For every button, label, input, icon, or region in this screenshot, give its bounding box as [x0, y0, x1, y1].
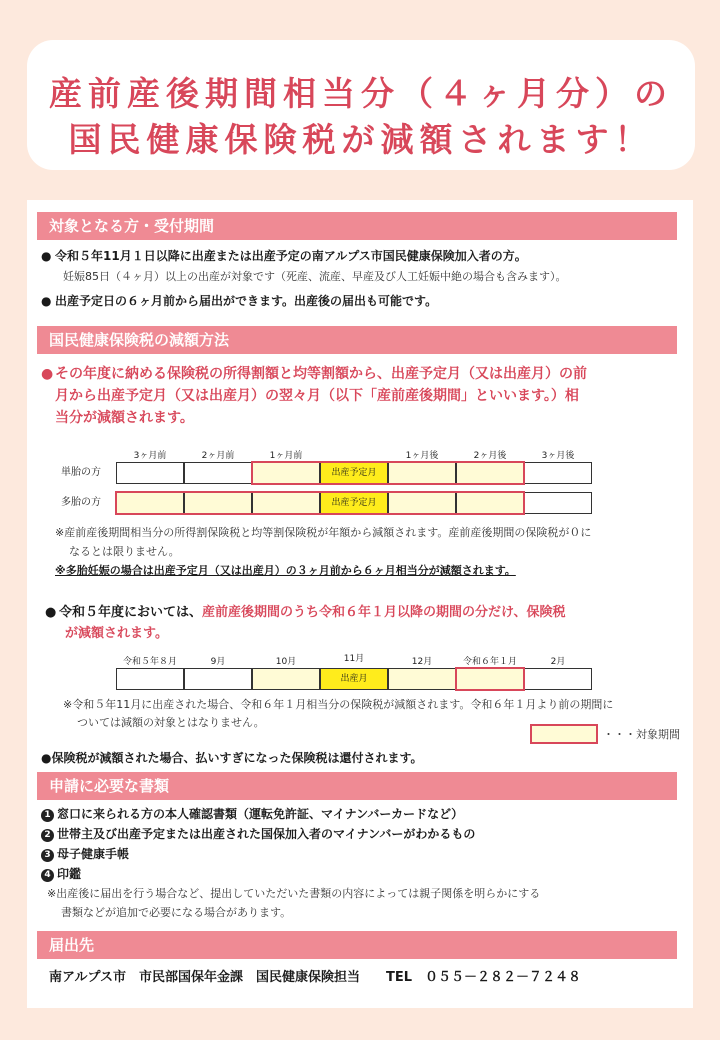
number-2-icon: 2 — [41, 829, 54, 842]
fiscal-year-line-2: が減額されます。 — [65, 626, 168, 641]
bullet-icon: ● — [41, 366, 54, 382]
row-label-single: 単胎の方 — [61, 467, 101, 478]
reduction-lead-line-3: 当分が減額されます。 — [55, 410, 194, 426]
document-item — [41, 826, 475, 842]
eligibility-bullet-1 — [41, 248, 527, 264]
number-4-icon: 4 — [41, 869, 54, 882]
target-period-frame — [251, 461, 525, 485]
note-3-line-1: ※令和５年11月に出産された場合、令和６年１月相当分の保険税が減額されます。令和６年１月より前の期間に — [63, 698, 614, 711]
row-label-multiple: 多胎の方 — [61, 497, 101, 508]
title-line-2: 国民健康保険税が減額されます！ — [68, 120, 654, 159]
document-item — [41, 806, 463, 822]
target-period-frame — [115, 491, 525, 515]
title-card — [27, 40, 695, 170]
eligibility-note: 妊娠85日（４ヶ月）以上の出産が対象です（死産、流産、早産及び人工妊娠中絶の場合も含みます）。 — [63, 270, 567, 283]
section-heading-submission: 届出先 — [37, 931, 677, 959]
fiscal-year-line-1 — [45, 604, 566, 622]
document-item-text: 母子健康手帳 — [57, 847, 130, 861]
legend-swatch — [530, 724, 598, 744]
month-header: 令和６年１月 — [462, 657, 517, 667]
month-header: 10月 — [275, 657, 297, 667]
refund-note: ●保険税が減額された場合、払いすぎになった保険税は還付されます。 — [41, 751, 423, 765]
bullet-icon: ● — [41, 294, 52, 308]
timeline-header: 3ヶ月前 — [133, 451, 167, 461]
timeline-cell — [116, 462, 184, 484]
due-month-label: 出産予定月 — [331, 468, 377, 478]
month-cell — [116, 668, 184, 690]
month-header: 9月 — [210, 657, 226, 667]
timeline-cell — [524, 492, 592, 514]
timeline-header: 2ヶ月前 — [201, 451, 235, 461]
month-cell — [524, 668, 592, 690]
month-cell — [252, 668, 320, 690]
reduction-lead-line-1-text: その年度に納める保険税の所得割額と均等割額から、出産予定月（又は出産月）の前 — [55, 366, 587, 382]
target-period-frame — [455, 667, 525, 691]
bullet-icon: ● — [41, 249, 52, 263]
eligibility-bullet-1-text: 令和５年11月１日以降に出産または出産予定の南アルプス市国民健康保険加入者の方。 — [55, 249, 527, 263]
birth-month-label: 出産月 — [340, 674, 368, 684]
month-header: 12月 — [411, 657, 433, 667]
section-heading-reduction-method: 国民健康保険税の減額方法 — [37, 326, 677, 354]
reduction-lead-line-2: 月から出産予定月（又は出産月）の翌々月（以下「産前産後期間」といいます。）相 — [55, 388, 579, 404]
section-heading-documents: 申請に必要な書類 — [37, 772, 677, 800]
month-cell — [184, 668, 252, 690]
fiscal-year-line-1-a: 令和５年度においては、 — [59, 605, 203, 620]
month-header: 11月 — [343, 654, 365, 664]
note-1-line-1: ※産前産後期間相当分の所得割保険税と均等割保険税が年額から減額されます。産前産後期間の保険税が０に — [55, 526, 592, 539]
timeline-header: 1ヶ月前 — [269, 451, 303, 461]
month-cell — [388, 668, 456, 690]
document-item-text: 世帯主及び出産予定または出産された国保加入者のマイナンバーがわかるもの — [57, 827, 476, 841]
month-header: 2月 — [550, 657, 566, 667]
documents-note-line-1: ※出産後に届出を行う場合など、提出していただいた書類の内容によっては親子関係を明らかにする — [47, 887, 541, 900]
legend-label: ・・・対象期間 — [603, 728, 680, 741]
fiscal-year-line-1-b: 産前産後期間のうち令和６年１月以降の期間の分だけ、保険税 — [202, 605, 566, 620]
note-1-line-2: なるとは限りません。 — [69, 545, 180, 558]
contact-info: 南アルプス市 市民部国保年金課 国民健康保険担当 TEL ０５５－２８２－７２４８ — [49, 970, 581, 985]
section-heading-eligibility: 対象となる方・受付期間 — [37, 212, 677, 240]
birth-month-cell — [320, 668, 388, 690]
document-item — [41, 846, 129, 862]
eligibility-bullet-2-text: 出産予定日の６ヶ月前から届出ができます。出産後の届出も可能です。 — [55, 294, 438, 308]
number-1-icon: 1 — [41, 809, 54, 822]
timeline-header: 2ヶ月後 — [473, 451, 507, 461]
document-item-text: 窓口に来られる方の本人確認書類（運転免許証、マイナンバーカードなど） — [57, 807, 464, 821]
reduction-lead-line-1 — [41, 364, 587, 384]
content-panel — [27, 200, 693, 1008]
timeline-header: 1ヶ月後 — [405, 451, 439, 461]
number-3-icon: 3 — [41, 849, 54, 862]
document-item-text: 印鑑 — [57, 867, 82, 881]
timeline-cell — [184, 462, 252, 484]
note-2: ※多胎妊娠の場合は出産予定月（又は出産月）の３ヶ月前から６ヶ月相当分が減額されます。 — [55, 564, 516, 577]
timeline-header: 3ヶ月後 — [541, 451, 575, 461]
timeline-cell — [524, 462, 592, 484]
eligibility-bullet-2 — [41, 293, 437, 309]
title-line-1: 産前産後期間相当分（４ヶ月分）の — [49, 74, 673, 113]
note-3-line-2: ついては減額の対象とはなりません。 — [77, 716, 265, 729]
bullet-icon: ● — [45, 605, 57, 620]
document-item — [41, 866, 81, 882]
documents-note-line-2: 書類などが追加で必要になる場合があります。 — [61, 906, 292, 919]
due-month-label: 出産予定月 — [331, 498, 377, 508]
month-header: 令和５年８月 — [122, 657, 177, 667]
